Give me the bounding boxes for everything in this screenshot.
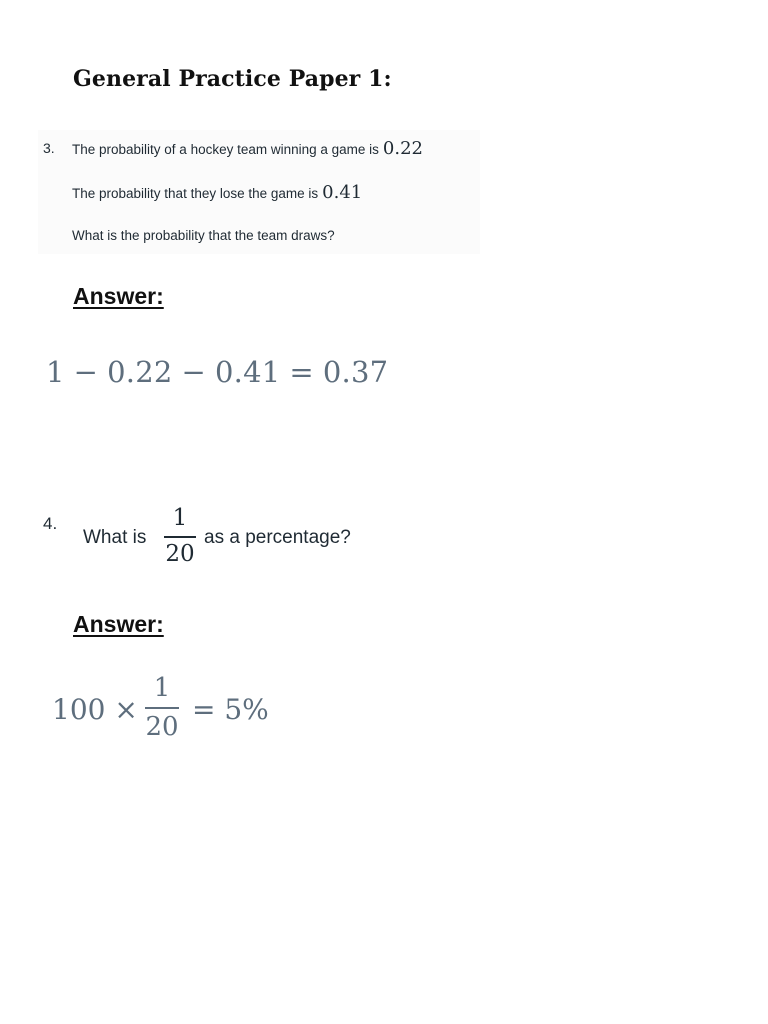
answer-4-left: 100 × (52, 693, 138, 726)
answer-3-op-3: = (289, 355, 314, 389)
question-3-lose-probability: 0.41 (322, 182, 363, 203)
answer-3-term-2: 0.22 (107, 355, 173, 389)
answer-4-fraction-denominator: 20 (145, 711, 179, 742)
answer-4-label: Answer: (73, 611, 164, 637)
question-4-fraction (164, 507, 196, 566)
page-title: General Practice Paper 1: (73, 66, 392, 92)
answer-4-fraction-numerator: 1 (153, 673, 171, 703)
answer-4-fraction (145, 675, 179, 740)
question-4-number: 4. (43, 514, 58, 533)
answer-3-op-2: − (181, 355, 207, 389)
question-4-text-before: What is (83, 527, 147, 548)
question-3-line-2 (72, 182, 362, 203)
question-4-text-after: as a percentage? (204, 527, 351, 548)
answer-4-fraction-bar (145, 707, 179, 709)
answer-3-equation (46, 355, 388, 389)
question-3-line-1 (72, 138, 423, 159)
answer-3-label: Answer: (73, 283, 164, 309)
question-4-fraction-bar (164, 536, 196, 538)
question-3-line-2-text: The probability that they lose the game is (72, 186, 319, 201)
question-4-fraction-denominator: 20 (165, 540, 195, 567)
answer-3-term-1: 1 (46, 355, 65, 389)
answer-4-right: = 5% (192, 693, 269, 726)
answer-3-term-3: 0.41 (215, 355, 281, 389)
question-3-line-3: What is the probability that the team draws? (72, 228, 335, 243)
answer-3-op-1: − (73, 355, 99, 389)
question-3-number: 3. (43, 140, 55, 156)
question-3-line-1-text: The probability of a hockey team winning a game is (72, 142, 379, 157)
question-4-fraction-numerator: 1 (172, 505, 188, 531)
question-3-win-probability: 0.22 (382, 138, 423, 159)
answer-3-result: 0.37 (322, 355, 389, 389)
